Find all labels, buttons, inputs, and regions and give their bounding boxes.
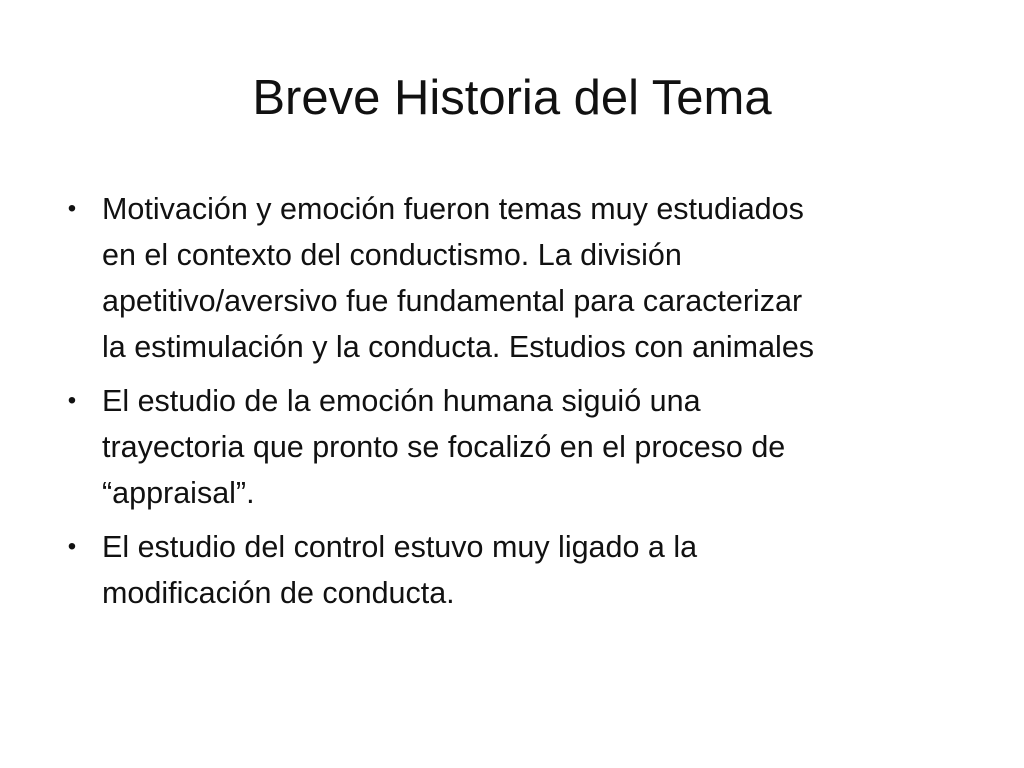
- bullet-text-line: apetitivo/aversivo fue fundamental para caracterizar: [102, 284, 803, 318]
- bullet-text-line: modificación de conducta.: [102, 576, 455, 610]
- bullet-text-line: El estudio del control estuvo muy ligado a la: [102, 530, 698, 564]
- bullet-text-line: El estudio de la emoción humana siguió una: [102, 384, 701, 418]
- bullet-marker: •: [67, 387, 77, 414]
- bullet-item: [60, 524, 960, 616]
- bullet-text-line: trayectoria que pronto se focalizó en el proceso de: [102, 430, 786, 464]
- bullet-marker: •: [67, 533, 77, 560]
- bullet-item: [60, 186, 960, 370]
- bullet-text-line: la estimulación y la conducta. Estudios con animales: [102, 330, 815, 364]
- bullet-text-line: “appraisal”.: [102, 476, 255, 510]
- bullet-marker: •: [67, 195, 77, 222]
- bullet-text-line: en el contexto del conductismo. La división: [102, 238, 682, 272]
- bullet-item: [60, 378, 960, 516]
- bullet-list: [60, 186, 960, 624]
- bullet-text-line: Motivación y emoción fueron temas muy estudiados: [102, 192, 804, 226]
- slide-title: Breve Historia del Tema: [252, 71, 772, 125]
